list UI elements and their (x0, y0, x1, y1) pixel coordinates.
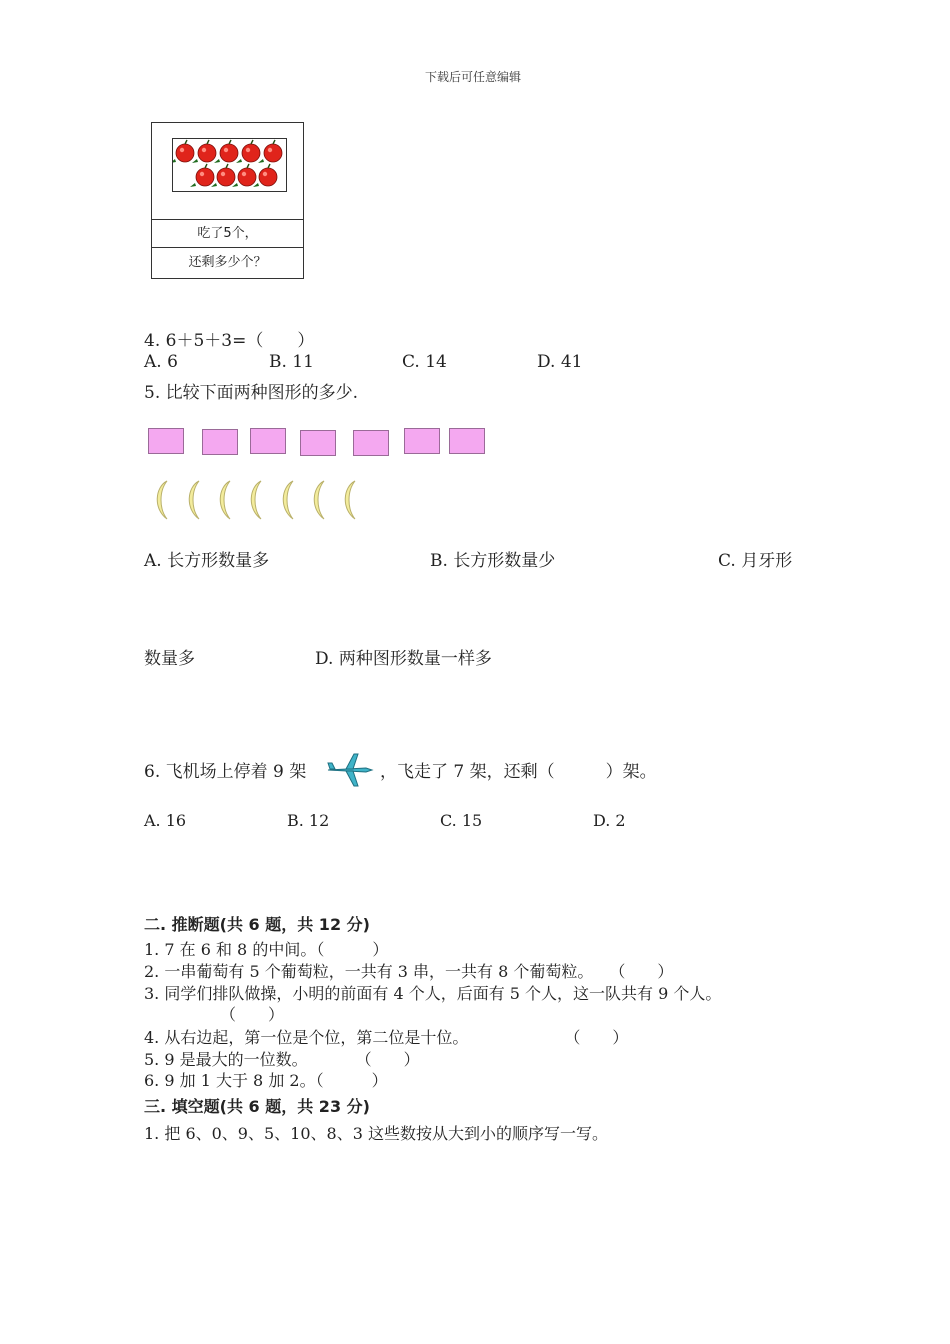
page-header-note: 下载后可任意编辑 (425, 70, 522, 84)
q5-option-b: B. 长方形数量少 (430, 551, 556, 571)
apple-picture-box (151, 122, 304, 279)
judge-item-4: 4. 从右边起，第一位是个位，第二位是十位。 （ ） (144, 1028, 629, 1047)
judge-item-3: 3. 同学们排队做操，小明的前面有 4 个人，后面有 5 个人，这一队共有 9 个人。 (144, 984, 722, 1003)
judge-item-3-bracket: （ ） (220, 1005, 285, 1024)
apple-icon (214, 140, 238, 163)
apple-image-frame (172, 138, 287, 192)
crescent-moon-icon (251, 481, 261, 519)
apple-icon (190, 164, 214, 187)
q5-option-c-continued: 数量多 (144, 649, 195, 669)
pink-rectangle (148, 428, 184, 454)
apple-icon (211, 164, 235, 187)
apple-icon (236, 140, 260, 163)
q5-option-d: D. 两种图形数量一样多 (315, 649, 492, 669)
apple-icon (173, 140, 194, 163)
section-3-title: 三. 填空题(共 6 题，共 23 分) (144, 1097, 370, 1116)
crescent-moon-icon (314, 481, 324, 519)
pink-rectangle (353, 430, 389, 456)
q4-option-c: C. 14 (402, 352, 447, 372)
apple-icon (253, 164, 277, 187)
section-2-title: 二. 推断题(共 6 题，共 12 分) (144, 915, 370, 934)
fill-item-1: 1. 把 6、0、9、5、10、8、3 这些数按从大到小的顺序写一写。 (144, 1124, 608, 1143)
q5-stem: 5. 比较下面两种图形的多少. (144, 383, 359, 403)
q4-stem: 4. 6＋5＋3=（ ） (144, 331, 315, 351)
judge-item-2: 2. 一串葡萄有 5 个葡萄粒，一共有 3 串，一共有 8 个葡萄粒。 （ ） (144, 962, 674, 981)
airplane-icon (326, 750, 374, 788)
q6-stem-left: 6. 飞机场上停着 9 架 (144, 762, 307, 782)
crescent-moons-row (145, 478, 370, 522)
apple-icon (258, 140, 282, 163)
crescent-moon-icon (283, 481, 293, 519)
judge-item-1: 1. 7 在 6 和 8 的中间。（ ） (144, 940, 389, 959)
pink-rectangle (404, 428, 440, 454)
pink-rectangle (202, 429, 238, 455)
crescent-moon-icon (220, 481, 230, 519)
q4-option-d: D. 41 (537, 352, 583, 372)
box-line-2: 还剩多少个？ (152, 247, 303, 278)
q5-option-c: C. 月牙形 (718, 551, 793, 571)
apples-illustration (173, 139, 286, 191)
crescent-moon-icon (157, 481, 167, 519)
q6-option-a: A. 16 (144, 811, 187, 830)
apple-icon (192, 140, 216, 163)
crescent-moon-icon (189, 481, 199, 519)
q6-option-b: B. 12 (287, 811, 330, 830)
pink-rectangle (449, 428, 485, 454)
pink-rectangle (250, 428, 286, 454)
q5-option-a: A. 长方形数量多 (144, 551, 270, 571)
q6-stem-right: ，飞走了 7 架，还剩（ ）架。 (380, 762, 657, 782)
q4-option-b: B. 11 (269, 352, 314, 372)
q4-option-a: A. 6 (144, 352, 178, 372)
crescent-moon-icon (345, 481, 355, 519)
judge-item-6: 6. 9 加 1 大于 8 加 2。（ ） (144, 1071, 388, 1090)
q6-option-c: C. 15 (440, 811, 483, 830)
apple-icon (232, 164, 256, 187)
pink-rectangle (300, 430, 336, 456)
box-line-1: 吃了5个， (152, 219, 303, 247)
judge-item-5: 5. 9 是最大的一位数。 （ ） (144, 1050, 420, 1069)
q6-option-d: D. 2 (593, 811, 626, 830)
